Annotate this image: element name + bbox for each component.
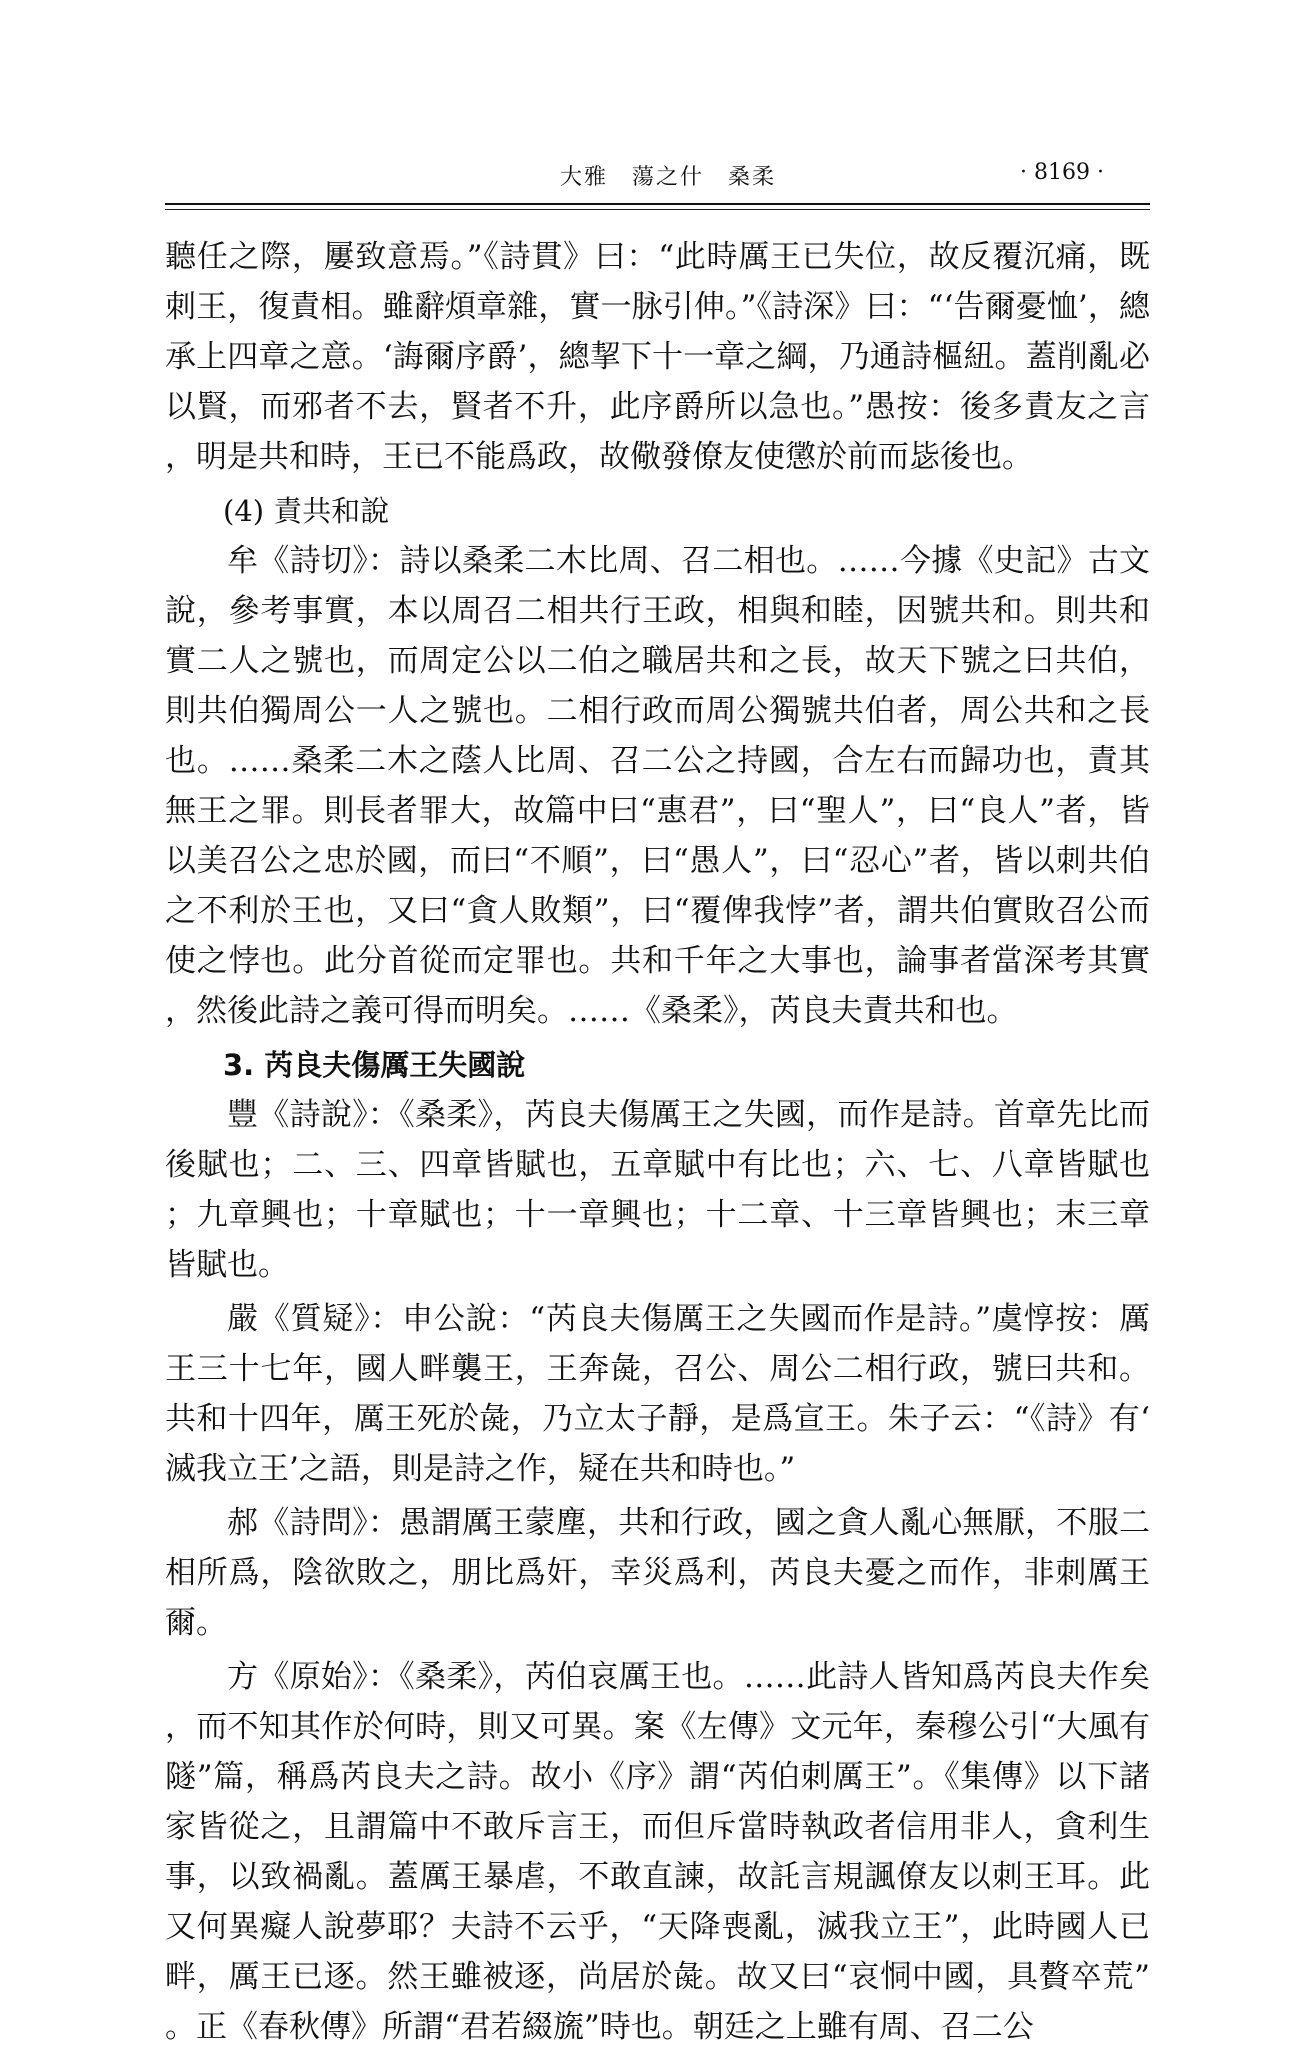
paragraph-5: 郝《詩問》：愚謂厲王蒙塵，共和行政，國之貪人亂心無厭，不服二相所爲，陰欲敗之，朋比爲奸，幸災爲利，芮良夫憂之而作，非刺厲王爾。 (165, 1505, 1150, 1641)
paragraph-1: 聽任之際，屢致意焉。”《詩貫》曰：“此時厲王已失位，故反覆沉痛，既刺王，復責相。雖辭煩章雜，實一脉引伸。”《詩深》曰：“‘告爾憂恤’，總承上四章之意。‘誨爾序爵’，總挈下十一章之綱，乃通詩樞紐。蓋削亂必以賢，而邪者不去，賢者不升，此序爵所以急也。”愚按：後多責友之言，明是共和時，王已不能爲政，故儆發僚友使懲於前而毖後也。 (165, 239, 1150, 475)
section-heading-4: (4) 責共和說 (223, 494, 390, 528)
header-rule-thick (165, 203, 1150, 205)
paragraph-6: 方《原始》：《桑柔》，芮伯哀厲王也。……此詩人皆知爲芮良夫作矣，而不知其作於何時，則又可異。案《左傳》文元年，秦穆公引“大風有隧”篇，稱爲芮良夫之詩。故小《序》謂“芮伯刺厲王”。《集傳》以下諸家皆從之，且謂篇中不敢斥言王，而但斥當時執政者信用非人，貪利生事，以致禍亂。蓋厲王暴虐，不敢直諫，故託言規諷僚友以刺王耳。此又何異癡人說夢耶？夫詩不云乎，“天降喪亂，滅我立王”，此時國人已畔，厲王已逐。然王雖被逐，尚居於彘。故又曰“哀恫中國，具贅卒荒”。正《春秋傳》所謂“君若綴旒”時也。朝廷之上雖有周、召二公 (165, 1659, 1150, 2045)
header-rule-thin (165, 209, 1150, 210)
section-heading-3: 3. 芮良夫傷厲王失國說 (223, 1048, 526, 1082)
page-number: · 8169 · (1020, 160, 1104, 185)
body-text (165, 232, 1150, 2052)
paragraph-4: 嚴《質疑》：申公說：“芮良夫傷厲王之失國而作是詩。”虞惇按：厲王三十七年，國人畔襲王，王奔彘，召公、周公二相行政，號曰共和。共和十四年，厲王死於彘，乃立太子靜，是爲宣王。朱子云：“《詩》有‘滅我立王’之語，則是詩之作，疑在共和時也。” (165, 1301, 1150, 1487)
paragraph-3: 豐《詩說》：《桑柔》，芮良夫傷厲王之失國，而作是詩。首章先比而後賦也；二、三、四章皆賦也，五章賦中有比也；六、七、八章皆賦也；九章興也；十章賦也；十一章興也；十二章、十三章皆興也；末三章皆賦也。 (165, 1097, 1150, 1283)
paragraph-2: 牟《詩切》：詩以桑柔二木比周、召二相也。……今據《史記》古文說，參考事實，本以周召二相共行王政，相與和睦，因號共和。則共和實二人之號也，而周定公以二伯之職居共和之長，故天下號之曰共伯，則共伯獨周公一人之號也。二相行政而周公獨號共伯者，周公共和之長也。……桑柔二木之蔭人比周、召二公之持國，合左右而歸功也，責其無王之罪。則長者罪大，故篇中曰“惠君”，曰“聖人”，曰“良人”者，皆以美召公之忠於國，而曰“不順”，曰“愚人”，曰“忍心”者，皆以刺共伯之不利於王也，又曰“貪人敗類”，曰“覆俾我悖”者，謂共伯實敗召公而使之悖也。此分首從而定罪也。共和千年之大事也，論事者當深考其實，然後此詩之義可得而明矣。……《桑柔》，芮良夫責共和也。 (165, 543, 1150, 1029)
running-head: 大雅 蕩之什 桑柔 (560, 165, 777, 190)
